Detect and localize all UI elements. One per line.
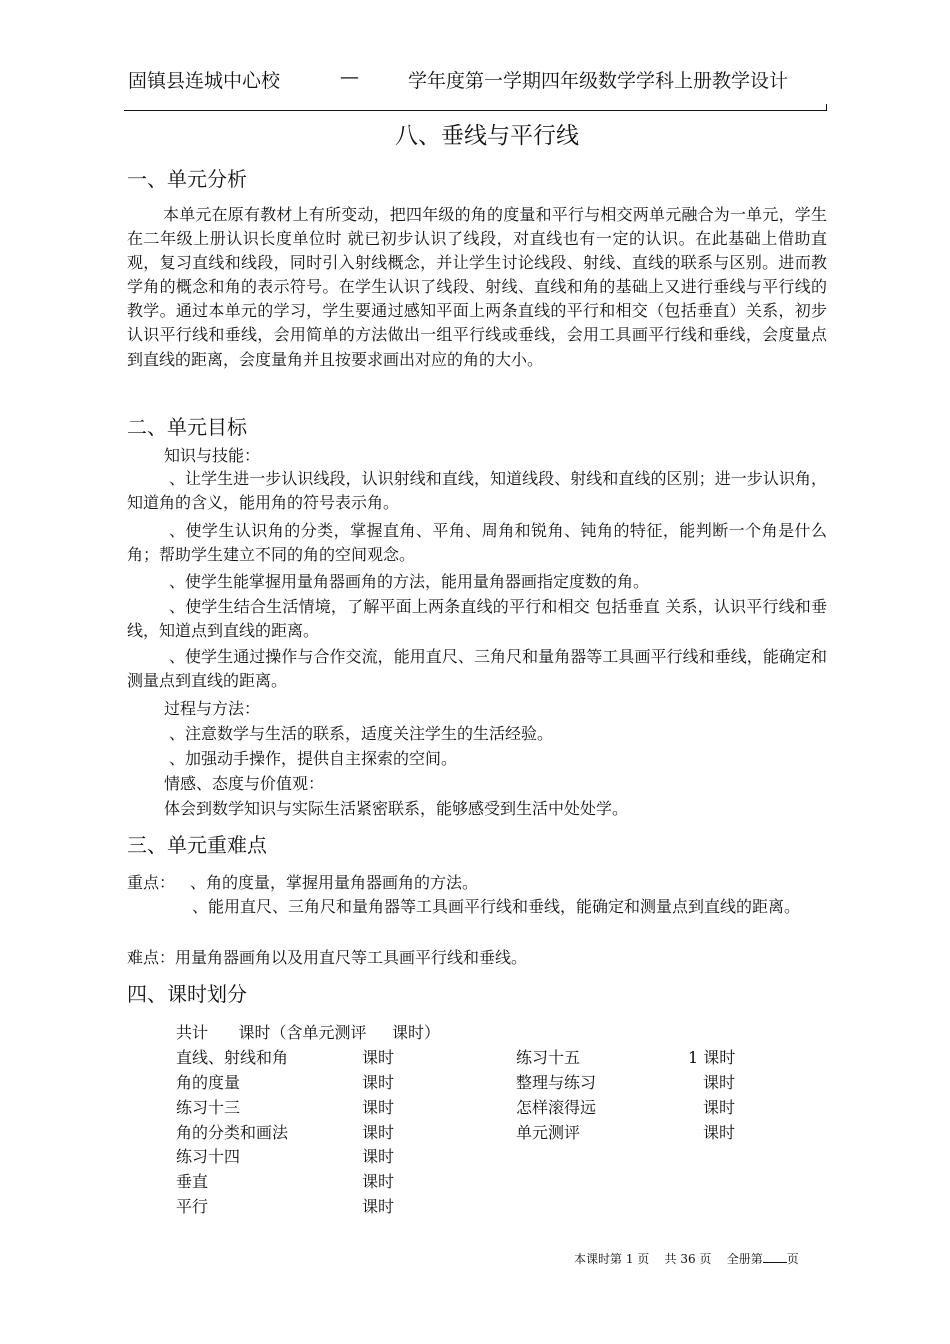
schedule-item: 练习十四 xyxy=(176,1147,241,1166)
goal-1: 、让学生进一步认识线段，认识射线和直线，知道线段、射线和直线的区别；进一步认识角，知道角的含义，能用角的符号表示角。 xyxy=(127,469,827,513)
schedule-hours: 课时 xyxy=(703,1098,736,1117)
schedule-hours: 1 课时 xyxy=(688,1048,736,1067)
total-hours: 共计 课时（含单元测评 课时） xyxy=(176,1023,440,1042)
schedule-hours: 课时 xyxy=(362,1123,395,1142)
schedule-item: 角的度量 xyxy=(176,1073,241,1092)
section1-paragraph: 本单元在原有教材上有所变动，把四年级的角的度量和平行与相交两单元融合为一单元，学生在二年级上册认识长度单位时 就已初步认识了线段，对直线也有一定的认识。在此基础上借助直观，复习直线和线段，同时引入射线概念，并让学生讨论线段、射线、直线的联系与区别。进而教学角的概念和角的表示符号。在学生认识了线段、射线、直线和角的基础上又进行垂线与平行线的教学。通过本单元的学习，学生要通过感知平面上两条直线的平行和相交（包括垂直）关系，初步认识平行线和垂线，会用简单的方法做出一组平行线或垂线，会用工具画平行线和垂线，会度量点到直线的距离，会度量角并且按要求画出对应的角的大小。 xyxy=(127,205,827,369)
schedule-item: 直线、射线和角 xyxy=(176,1048,289,1067)
footer-blank xyxy=(763,1250,787,1263)
schedule-item: 怎样滚得远 xyxy=(516,1098,597,1117)
footer-total: 共 36 页 xyxy=(664,1252,712,1266)
goal-2: 、使学生认识角的分类，掌握直角、平角、周角和锐角、钝角的特征，能判断一个角是什么角；帮助学生建立不同的角的空间观念。 xyxy=(127,521,827,565)
section2-heading: 二、单元目标 xyxy=(127,415,247,439)
footer xyxy=(574,1250,799,1267)
section1-heading: 一、单元分析 xyxy=(127,167,247,191)
goal-3: 、使学生能掌握用量角器画角的方法，能用量角器画指定度数的角。 xyxy=(169,572,650,591)
key-point-2: 、能用直尺、三角尺和量角器等工具画平行线和垂线，能确定和测量点到直线的距离。 xyxy=(192,897,801,916)
section4-heading: 四、课时划分 xyxy=(127,982,247,1006)
schedule-hours: 课时 xyxy=(703,1123,736,1142)
header-rule-tick xyxy=(826,104,827,111)
emotion-label: 情感、态度与价值观： xyxy=(164,774,325,793)
schedule-item: 单元测评 xyxy=(516,1123,581,1142)
schedule-hours: 课时 xyxy=(362,1073,395,1092)
key-label: 重点： xyxy=(127,873,176,892)
schedule-item: 平行 xyxy=(176,1197,209,1216)
schedule-hours: 课时 xyxy=(362,1098,395,1117)
footer-book-suffix: 页 xyxy=(786,1252,799,1266)
process-2: 、加强动手操作，提供自主探索的空间。 xyxy=(169,749,458,768)
schedule-item: 整理与练习 xyxy=(516,1073,597,1092)
schedule-item: 垂直 xyxy=(176,1172,209,1191)
header-dash: — xyxy=(340,66,359,88)
schedule-item: 角的分类和画法 xyxy=(176,1123,289,1142)
footer-book-prefix: 全册第 xyxy=(726,1252,763,1266)
schedule-hours: 课时 xyxy=(703,1073,736,1092)
header-school: 固镇县连城中心校 xyxy=(128,70,281,92)
difficulty: 难点：用量角器画角以及用直尺等工具画平行线和垂线。 xyxy=(127,948,528,967)
unit-title: 八、垂线与平行线 xyxy=(395,123,579,149)
key-point-1: 、角的度量，掌握用量角器画角的方法。 xyxy=(190,873,479,892)
schedule-hours: 课时 xyxy=(362,1147,395,1166)
goal-4: 、使学生结合生活情境，了解平面上两条直线的平行和相交 包括垂直 关系，认识平行线和垂线，知道点到直线的距离。 xyxy=(127,597,827,641)
knowledge-label: 知识与技能： xyxy=(164,446,261,465)
schedule-hours: 课时 xyxy=(362,1172,395,1191)
process-1: 、注意数学与生活的联系，适度关注学生的生活经验。 xyxy=(169,724,554,743)
header-rule xyxy=(124,110,827,111)
goal-5: 、使学生通过操作与合作交流，能用直尺、三角尺和量角器等工具画平行线和垂线，能确定和测量点到直线的距离。 xyxy=(127,647,827,691)
section3-heading: 三、单元重难点 xyxy=(127,833,267,857)
process-label: 过程与方法： xyxy=(164,699,261,718)
schedule-hours: 课时 xyxy=(362,1197,395,1216)
footer-page: 本课时第 1 页 xyxy=(574,1252,650,1266)
header-title: 学年度第一学期四年级数学学科上册教学设计 xyxy=(408,70,789,92)
schedule-hours: 课时 xyxy=(362,1048,395,1067)
emotion-text: 体会到数学知识与实际生活紧密联系，能够感受到生活中处处学。 xyxy=(164,799,629,818)
schedule-item: 练习十三 xyxy=(176,1098,241,1117)
schedule-item: 练习十五 xyxy=(516,1048,581,1067)
